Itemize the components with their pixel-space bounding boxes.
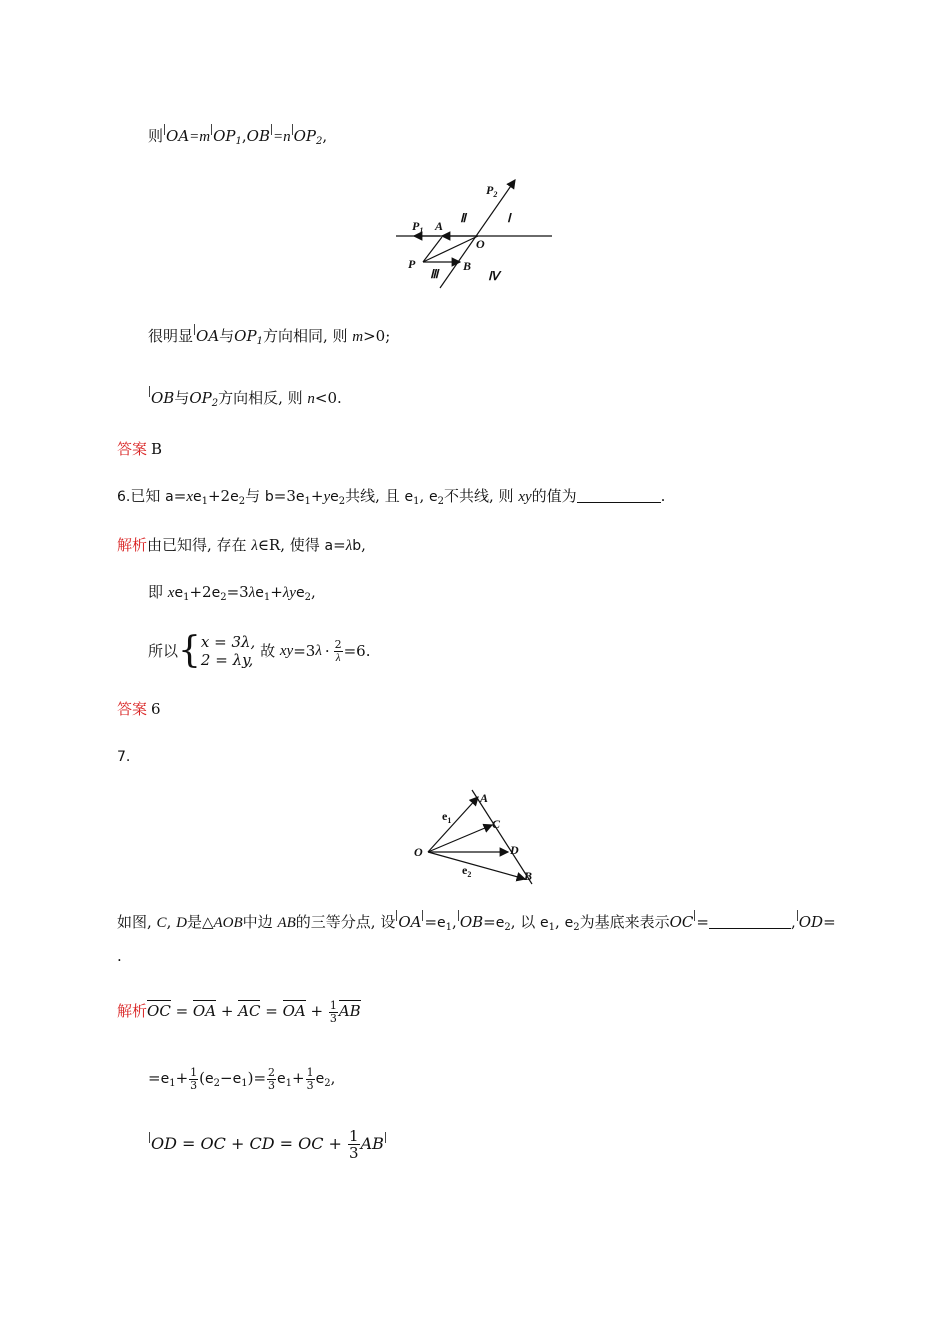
text: = [173, 487, 187, 505]
text: = [170, 1002, 193, 1020]
basis-e1: e [437, 915, 446, 931]
fraction [267, 1067, 276, 1092]
text: = [424, 913, 438, 931]
vector-ob: OB [151, 389, 175, 407]
text: , [361, 536, 366, 554]
subscript: 2 [213, 1078, 221, 1089]
basis-e1: e [295, 489, 305, 505]
question-number: 7. [117, 749, 131, 765]
text: >0; [363, 327, 391, 345]
solution-6-line-1 [117, 535, 366, 556]
equation-1: x = 3λ, [200, 633, 256, 651]
text: =n [273, 129, 291, 145]
text: = [253, 1069, 267, 1087]
label-a: A [435, 219, 444, 233]
numerator: 1 [190, 1065, 198, 1079]
basis-e1: e [160, 1071, 170, 1087]
text: + [216, 1002, 239, 1020]
numerator: 1 [329, 998, 337, 1012]
answer-6 [117, 699, 161, 719]
label-region-1: Ⅰ [507, 211, 511, 225]
text: 很明显 [148, 327, 194, 345]
vector-decomposition-line [148, 124, 327, 152]
triangle-aob: AOB [213, 915, 243, 931]
text: =3 [293, 642, 316, 660]
text: 方向相同, 则 [262, 327, 353, 345]
question-number: 6. [117, 489, 131, 505]
vector-oa: OA [192, 1002, 217, 1020]
fraction [189, 1067, 198, 1092]
label-region-2: Ⅱ [460, 211, 466, 225]
label-e2: $e_2$ [462, 863, 472, 879]
vector-mark [211, 124, 212, 135]
label-b: B [524, 869, 533, 883]
vector-mark [385, 1132, 386, 1143]
text: 是△ [186, 913, 214, 931]
text: 由已知得, 存在 [147, 536, 252, 554]
vector-oc: OC [669, 913, 694, 931]
answer-value: 6 [151, 700, 161, 718]
oblique-line [440, 180, 515, 288]
vector-mark [271, 124, 272, 135]
subscript: 1 [241, 1078, 248, 1089]
label-region-3: Ⅲ [430, 267, 439, 281]
vector-a: a [324, 538, 334, 554]
label-d: D [510, 843, 519, 857]
label-o: O [476, 237, 485, 251]
basis-e1: e [404, 489, 414, 505]
solution-7-line-1 [117, 998, 361, 1025]
denominator: 3 [306, 1078, 314, 1092]
variable-x: x [186, 489, 193, 505]
answer-blank-oc[interactable] [709, 928, 791, 929]
text: 与 [174, 389, 190, 407]
subscript: 2 [220, 592, 227, 603]
subscript: 2 [316, 136, 323, 147]
lambda: λ [282, 585, 290, 601]
variable-n: n [307, 391, 315, 407]
text: 的值为 [531, 487, 577, 505]
vector-ob: OB [246, 127, 270, 145]
answer-5 [117, 439, 162, 459]
basis-e2: e [295, 585, 305, 601]
text: 不共线, 则 [444, 487, 519, 505]
subscript: 2 [238, 496, 246, 507]
subscript: 1 [304, 496, 311, 507]
subscript: 2 [211, 398, 219, 409]
text: =6. [343, 642, 371, 660]
variable-y: y [323, 489, 331, 505]
text: +2 [207, 487, 231, 505]
lambda: λ [315, 643, 322, 659]
triangle-trisection-figure [410, 788, 540, 888]
lambda: λ [345, 538, 353, 554]
text: 与 [245, 487, 265, 505]
vector-op1: OP [234, 327, 257, 345]
numerator: 2 [268, 1065, 276, 1079]
label-e1: $e_1$ [442, 809, 452, 825]
vector-oa: OA [398, 913, 422, 931]
subscript: 1 [183, 592, 190, 603]
equation-system [201, 633, 255, 669]
text: 则 [148, 127, 164, 145]
text: , [322, 127, 328, 145]
numerator: 2 [334, 637, 342, 651]
subscript: 2 [304, 592, 311, 603]
text: = [333, 536, 346, 554]
answer-value: B [151, 440, 163, 458]
subscript: 1 [413, 496, 420, 507]
subscript: 1 [235, 136, 242, 147]
label-b: B [463, 259, 472, 273]
denominator: λ [335, 651, 341, 664]
vector-op2: OP [293, 127, 317, 145]
text: 共线, 且 [345, 487, 405, 505]
vector-b: b [352, 538, 362, 554]
subscript: 2 [324, 1078, 331, 1089]
subscript: 1 [201, 496, 208, 507]
subscript: 1 [548, 922, 556, 933]
basis-e1: e [277, 1071, 286, 1087]
text: =3 [273, 487, 296, 505]
solution-7-line-2 [148, 1064, 335, 1098]
label-p1: $P_1$ [412, 219, 424, 235]
subscript: 2 [504, 922, 511, 933]
numerator: 1 [306, 1065, 314, 1079]
vector-ob: OB [459, 913, 484, 931]
text: , [790, 913, 796, 931]
text: 与 [219, 327, 235, 345]
vector-mark [149, 1132, 150, 1143]
text: 方向相反, 则 [218, 389, 308, 407]
vector-oa: OA [196, 327, 220, 345]
text: 已知 [130, 487, 166, 505]
variable-x: x [167, 585, 175, 601]
text: , [330, 1069, 336, 1087]
text: 所以 [148, 642, 179, 660]
segment-pa [423, 237, 442, 262]
vector-mark [292, 124, 293, 135]
vector-mark [164, 124, 165, 135]
vector-op2: OP [189, 389, 212, 407]
point-d: D [176, 915, 187, 931]
vector-mark [458, 910, 459, 921]
text: 为基底来表示 [579, 913, 670, 931]
text: 即 [148, 583, 168, 601]
question-7-number [117, 746, 130, 767]
variable-xy: xy [279, 643, 294, 659]
vector-mark [149, 386, 150, 397]
subscript: 1 [256, 336, 263, 347]
label-p: P [408, 257, 416, 271]
text: = [823, 913, 836, 931]
text: ) [247, 1069, 254, 1087]
subscript: 2 [573, 922, 580, 933]
lambda: λ [251, 538, 258, 554]
text: 中边 [242, 913, 278, 931]
basis-e2: e [429, 489, 438, 505]
basis-e1: e [174, 585, 184, 601]
equation-od: OD = OC + CD = OC + [151, 1134, 348, 1153]
question-7-text-end [117, 946, 122, 966]
basis-e1: e [255, 585, 264, 601]
subscript: 1 [169, 1078, 176, 1089]
text: + [270, 583, 283, 601]
vector-oc: OC [147, 1002, 171, 1020]
subscript: 2 [437, 496, 445, 507]
answer-blank[interactable] [577, 502, 661, 503]
vector-ab: AB [338, 1002, 361, 1020]
point-c: C [156, 915, 167, 931]
fraction [348, 1128, 360, 1161]
question-7-text [117, 910, 836, 938]
lambda: λ [248, 585, 256, 601]
text: +2 [189, 583, 212, 601]
text: . [660, 487, 666, 505]
vector-mark [194, 324, 195, 335]
question-6 [117, 486, 665, 512]
numerator: 1 [349, 1127, 359, 1145]
vector-mark [797, 910, 798, 921]
text: =m [189, 129, 211, 145]
denominator: 3 [268, 1078, 276, 1092]
basis-e2: e [564, 915, 574, 931]
basis-e2: e [230, 489, 239, 505]
text: 的三等分点, 设 [295, 913, 396, 931]
arrow-oa [428, 797, 478, 852]
fraction [334, 639, 343, 664]
text: − [220, 1069, 233, 1087]
text: , [166, 913, 177, 931]
vector-b: b [264, 489, 274, 505]
text: <0. [314, 389, 342, 407]
fraction [329, 1000, 338, 1025]
equation-2: 2 = λy, [200, 651, 254, 669]
text: = [483, 913, 496, 931]
paragraph-n-negative [148, 386, 342, 414]
basis-e2: e [495, 915, 505, 931]
vector-od: OD [798, 913, 824, 931]
text: = [148, 1069, 161, 1087]
label-p2: $P_2$ [486, 183, 498, 199]
basis-e2: e [315, 1071, 325, 1087]
solution-6-line-2 [148, 582, 316, 608]
denominator: 3 [190, 1078, 198, 1092]
side-ab: AB [277, 915, 296, 931]
solution-label: 解析 [117, 536, 148, 554]
subscript: 1 [445, 922, 453, 933]
basis-e2: e [205, 1071, 214, 1087]
text: + [292, 1069, 305, 1087]
subscript: 1 [263, 592, 271, 603]
vector-oa: OA [282, 1002, 306, 1020]
text: = [696, 913, 709, 931]
arrow-oc [428, 825, 492, 852]
text: , [241, 127, 247, 145]
text: , [310, 583, 316, 601]
label-c: C [492, 817, 501, 831]
text: 故 [255, 642, 280, 660]
denominator: 3 [329, 1011, 337, 1025]
variable-y: y [289, 585, 296, 601]
text: ∈R, 使得 [257, 536, 325, 554]
fraction [306, 1067, 315, 1092]
dot: · [324, 642, 330, 660]
text: . [117, 947, 122, 965]
text: = [260, 1002, 283, 1020]
text: , 以 [510, 913, 541, 931]
basis-e2: e [211, 585, 221, 601]
solution-label: 解析 [117, 1002, 148, 1020]
text: + [310, 487, 324, 505]
vector-oa: OA [166, 127, 190, 145]
text: + [305, 1002, 328, 1020]
text: ( [199, 1069, 206, 1087]
vector-op1: OP [213, 127, 236, 145]
basis-e2: e [330, 489, 339, 505]
solution-6-line-3 [148, 632, 370, 669]
subscript: 1 [285, 1078, 293, 1089]
quadrant-vector-figure [390, 172, 560, 292]
text: , [419, 487, 430, 505]
solution-7-line-3 [148, 1128, 387, 1161]
denominator: 3 [349, 1144, 359, 1162]
answer-label: 答案 [117, 440, 148, 458]
text: + [175, 1069, 189, 1087]
variable-xy: xy [518, 489, 532, 505]
answer-label: 答案 [117, 700, 148, 718]
basis-e1: e [232, 1071, 242, 1087]
variable-m: m [352, 329, 364, 345]
vector-ab: AB [360, 1134, 384, 1153]
vector-ac: AC [238, 1002, 261, 1020]
vector-a: a [165, 489, 174, 505]
label-region-4: Ⅳ [488, 269, 500, 283]
text: =3 [226, 583, 249, 601]
paragraph-m-positive [148, 324, 390, 352]
text: , [555, 913, 565, 931]
label-o: O [414, 845, 423, 859]
basis-e1: e [192, 489, 202, 505]
text: , [452, 913, 457, 931]
label-a: A [480, 791, 489, 805]
basis-e1: e [540, 915, 549, 931]
left-brace: { [178, 630, 201, 671]
subscript: 2 [338, 496, 346, 507]
text: 如图, [117, 913, 157, 931]
